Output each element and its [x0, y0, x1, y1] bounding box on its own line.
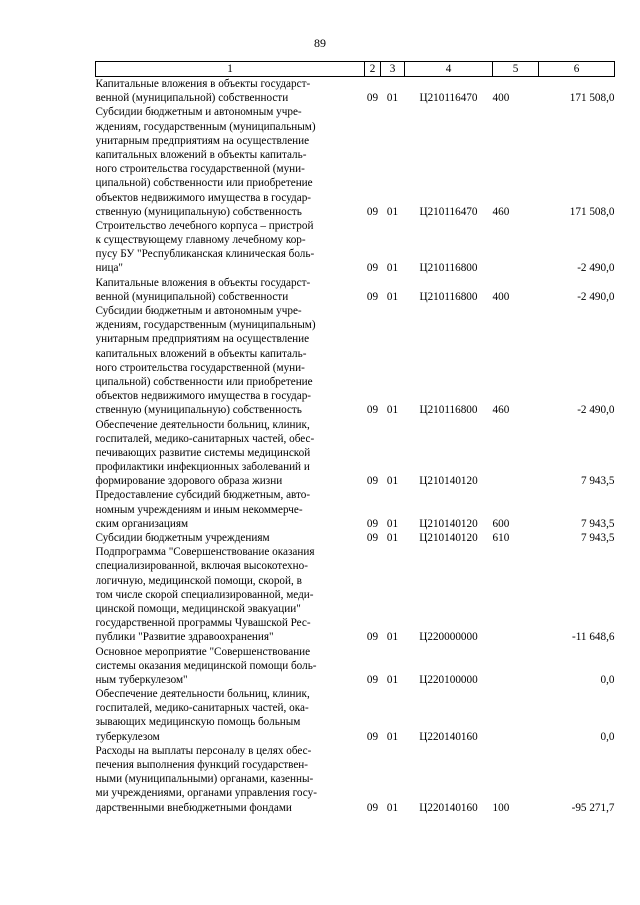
row-amount: 0,0 — [600, 673, 615, 686]
row-name-line: зывающих медицинскую помощь больным — [95, 716, 301, 729]
row-expense-type: 460 — [492, 404, 510, 417]
row-section: 09 — [366, 801, 379, 814]
row-name-line: системы оказания медицинской помощи боль- — [95, 659, 317, 672]
row-name — [96, 687, 365, 744]
row-amount: 0,0 — [600, 730, 615, 743]
row-name-line: Субсидии бюджетным и автономным учре- — [95, 106, 302, 119]
row-name-line: ным туберкулезом" — [95, 673, 188, 686]
table-row — [96, 531, 615, 545]
header-col-1: 1 — [96, 62, 365, 77]
row-target-code: Ц210140120 — [419, 532, 478, 544]
table-row — [96, 219, 615, 276]
row-subsection: 01 — [386, 92, 399, 105]
row-section: 09 — [366, 730, 379, 743]
row-amount: 7 943,5 — [580, 475, 615, 488]
row-subsection: 01 — [386, 517, 399, 530]
row-name-line: ждениям, государственным (муниципальным) — [95, 319, 316, 332]
row-name-line: туберкулезом — [95, 730, 160, 743]
row-name-line: государственной программы Чувашской Рес- — [95, 617, 311, 630]
row-name-line: цинской помощи, медицинской эвакуации" — [95, 602, 301, 615]
table-row — [96, 488, 615, 531]
table-row — [96, 105, 615, 219]
row-amount: 171 508,0 — [569, 92, 615, 105]
row-expense-type: 610 — [492, 532, 510, 544]
row-target-code: Ц220140160 — [419, 801, 478, 814]
row-target-code: Ц210116800 — [419, 290, 478, 303]
row-target-code: Ц210116800 — [419, 404, 478, 417]
row-subsection: 01 — [386, 290, 399, 303]
header-col-4: 4 — [405, 62, 493, 77]
row-target-code: Ц220100000 — [419, 673, 478, 686]
row-subsection: 01 — [386, 801, 399, 814]
row-name-line: Обеспечение деятельности больниц, клиник, — [95, 688, 310, 701]
row-name-line: Расходы на выплаты персоналу в целях обес- — [95, 744, 312, 757]
budget-table — [95, 61, 615, 815]
row-name-line: ными (муниципальными) органами, казенны- — [95, 773, 314, 786]
table-row — [96, 304, 615, 418]
row-name-line: Капитальные вложения в объекты государст- — [95, 78, 311, 90]
row-name-line: Обеспечение деятельности больниц, клиник, — [95, 418, 310, 431]
row-expense-type — [493, 219, 539, 276]
row-name — [96, 545, 365, 644]
row-target-code: Ц220140160 — [419, 730, 478, 743]
row-name — [96, 488, 365, 531]
row-name-line: унитарным предприятиям на осуществление — [95, 134, 310, 147]
row-name — [96, 418, 365, 489]
row-target-code: Ц210140120 — [419, 517, 478, 530]
row-name-line: формирование здорового образа жизни — [95, 475, 283, 488]
row-name-line: госпиталей, медико-санитарных частей, ока- — [95, 702, 309, 715]
row-name-line: Субсидии бюджетным учреждениям — [95, 532, 270, 545]
row-subsection: 01 — [386, 673, 399, 686]
row-name — [96, 744, 365, 815]
row-expense-type — [493, 645, 539, 688]
row-name-line: венной (муниципальной) собственности — [95, 290, 289, 303]
row-amount: -2 490,0 — [577, 290, 615, 303]
header-col-2: 2 — [365, 62, 381, 77]
row-amount: 7 943,5 — [580, 532, 615, 544]
row-target-code: Ц210140120 — [419, 475, 478, 488]
row-expense-type: 400 — [492, 290, 510, 303]
row-name-line: ципальной) собственности или приобретение — [95, 177, 313, 190]
row-section: 09 — [366, 290, 379, 303]
row-name-line: специализированной, включая высокотехно- — [95, 560, 308, 573]
row-name-line: пусу БУ "Республиканская клиническая боль- — [95, 248, 315, 261]
row-section: 09 — [366, 475, 379, 488]
row-section: 09 — [366, 92, 379, 105]
row-subsection: 01 — [386, 262, 399, 275]
row-name-line: ским организациям — [95, 517, 189, 530]
row-expense-type: 460 — [492, 205, 510, 218]
row-amount: -95 271,7 — [571, 801, 615, 814]
row-name-line: ственную (муниципальную) собственность — [95, 205, 302, 218]
header-col-5: 5 — [493, 62, 539, 77]
row-name-line: публики "Развитие здравоохранения" — [95, 631, 274, 644]
row-amount: -2 490,0 — [577, 262, 615, 275]
table-row — [96, 687, 615, 744]
row-name-line: Предоставление субсидий бюджетным, авто- — [95, 489, 311, 502]
row-name-line: печивающих развитие системы медицинской — [95, 446, 311, 459]
header-col-3: 3 — [381, 62, 405, 77]
row-name — [96, 304, 365, 418]
row-name-line: ждениям, государственным (муниципальным) — [95, 120, 316, 133]
row-amount: 171 508,0 — [569, 205, 615, 218]
header-col-6: 6 — [539, 62, 615, 77]
row-name-line: Субсидии бюджетным и автономным учре- — [95, 305, 302, 317]
row-name-line: логичную, медицинской помощи, скорой, в — [95, 574, 302, 587]
row-subsection: 01 — [386, 475, 399, 488]
row-section: 09 — [366, 205, 379, 218]
page-number: 89 — [314, 36, 326, 50]
row-subsection: 01 — [386, 532, 399, 544]
row-name-line: Капитальные вложения в объекты государст- — [95, 276, 311, 289]
row-name-line: капитальных вложений в объекты капиталь- — [95, 148, 307, 161]
row-amount: -11 648,6 — [572, 631, 615, 644]
table-row — [96, 545, 615, 644]
row-expense-type: 100 — [492, 801, 510, 814]
row-name-line: номным учреждениям и иным некоммерче- — [95, 503, 303, 516]
row-expense-type: 600 — [492, 517, 510, 530]
table-row — [96, 77, 615, 106]
row-section: 09 — [366, 631, 379, 644]
table-row — [96, 276, 615, 304]
row-name — [96, 105, 365, 219]
row-amount: -2 490,0 — [577, 404, 615, 417]
row-section: 09 — [366, 673, 379, 686]
table-row — [96, 744, 615, 815]
row-name-line: ственную (муниципальную) собственность — [95, 404, 302, 417]
row-name-line: объектов недвижимого имущества в государ- — [95, 191, 312, 204]
row-subsection: 01 — [386, 205, 399, 218]
row-name-line: ципальной) собственности или приобретение — [95, 375, 313, 388]
row-name-line: унитарным предприятиям на осуществление — [95, 333, 310, 346]
row-name-line: к существующему главному лечебному кор- — [95, 234, 306, 247]
row-name-line: Подпрограмма "Совершенствование оказания — [95, 546, 315, 559]
row-name-line: профилактики инфекционных заболеваний и — [95, 461, 310, 474]
row-expense-type — [493, 687, 539, 744]
row-name-line: ного строительства государственной (муни- — [95, 163, 305, 176]
row-name-line: Основное мероприятие "Совершенствование — [95, 645, 311, 658]
row-name — [96, 276, 365, 304]
row-name — [96, 645, 365, 688]
row-amount: 7 943,5 — [580, 517, 615, 530]
table-row — [96, 418, 615, 489]
row-name-line: ми учреждениями, органами управления госу- — [95, 787, 317, 800]
row-name — [96, 531, 365, 545]
row-expense-type — [493, 418, 539, 489]
row-target-code: Ц220000000 — [419, 631, 478, 644]
row-name-line: дарственными внебюджетными фондами — [95, 801, 292, 814]
row-name-line: венной (муниципальной) собственности — [95, 92, 289, 105]
row-name-line: объектов недвижимого имущества в государ- — [95, 390, 312, 403]
row-name — [96, 219, 365, 276]
row-target-code: Ц210116470 — [419, 205, 478, 218]
row-section: 09 — [366, 517, 379, 530]
row-name-line: госпиталей, медико-санитарных частей, обес- — [95, 432, 315, 445]
row-section: 09 — [366, 532, 379, 544]
row-name-line: Строительство лечебного корпуса – пристрой — [95, 219, 314, 232]
table-header-row — [96, 62, 615, 77]
row-expense-type — [493, 545, 539, 644]
row-name-line: ного строительства государственной (муни- — [95, 361, 305, 374]
row-section: 09 — [366, 262, 379, 275]
row-subsection: 01 — [386, 404, 399, 417]
row-subsection: 01 — [386, 631, 399, 644]
row-section: 09 — [366, 404, 379, 417]
row-target-code: Ц210116470 — [419, 92, 478, 105]
row-target-code: Ц210116800 — [419, 262, 478, 275]
row-subsection: 01 — [386, 730, 399, 743]
row-name — [96, 77, 365, 106]
row-name-line: ница" — [95, 262, 123, 275]
row-name-line: печения выполнения функций государствен- — [95, 759, 309, 772]
row-expense-type: 400 — [492, 92, 510, 105]
row-name-line: том числе скорой специализированной, меди- — [95, 588, 314, 601]
row-name-line: капитальных вложений в объекты капиталь- — [95, 347, 307, 360]
table-row — [96, 645, 615, 688]
